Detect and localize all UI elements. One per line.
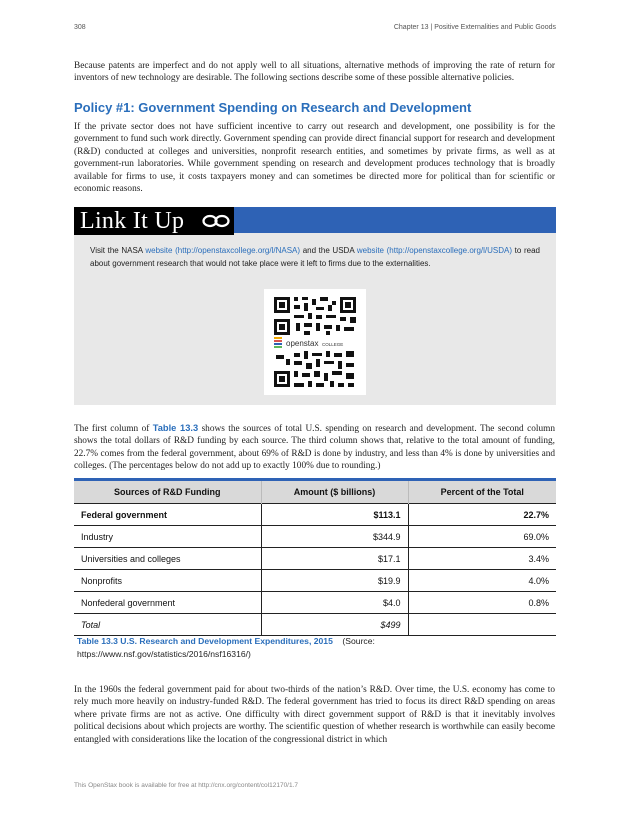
row-source: Total bbox=[74, 614, 261, 636]
intro-paragraph: Because patents are imperfect and do not apply well to all situations, alternative methods of improving the rate of return for inventors of new technology are desirable. The following sections describe some of these possible alternative policies. bbox=[74, 61, 555, 84]
table-intro-before: The first column of bbox=[74, 424, 153, 434]
section-paragraph: If the private sector does not have sufficient incentive to carry out research and development, one possibility is for the government to fund such work directly. Government spending can provide direct financial support for research and development (R&D) conducted at colleges and universities, nonprofit research entities, and sometimes by private firms, as well as at government-run laboratories. While government spending on research and development produces technology that is broadly available for firms to use, it costs taxpayers money and can sometimes be directed more for political than for scientific or economic reasons. bbox=[74, 122, 555, 195]
qr-openstax-label: openstax bbox=[286, 339, 319, 348]
link-it-up-title-tab bbox=[74, 207, 234, 235]
table-caption bbox=[77, 635, 547, 661]
page-header bbox=[74, 24, 556, 36]
row-amount: $499 bbox=[261, 614, 408, 636]
caption-title: Table 13.3 U.S. Research and Development Expenditures, 2015 bbox=[77, 636, 333, 646]
row-source: Nonprofits bbox=[74, 570, 261, 592]
header-amount: Amount ($ billions) bbox=[261, 480, 408, 504]
table-row bbox=[74, 548, 556, 570]
rd-funding-table bbox=[74, 478, 556, 636]
table-row bbox=[74, 570, 556, 592]
closing-paragraph: In the 1960s the federal government paid for about two-thirds of the nation’s R&D. Over time, the U.S. economy has come to rely much more heavily on industry-funded R&D. The federal government has tried to focus its direct R&D spending on areas where private firms are not as active. One difficulty with direct government support of R&D is that it inevitably involves political decisions about which projects are worthy. The scientific question of whether research is worthwhile can easily become entangled with considerations like the location of the congressional district in which bbox=[74, 685, 555, 745]
row-percent: 4.0% bbox=[408, 570, 556, 592]
row-source: Federal government bbox=[74, 504, 261, 526]
page-number: 308 bbox=[74, 24, 86, 31]
link-text-rest: to read about government research that would not take place were it left to firms due to the externalities. bbox=[90, 246, 540, 268]
row-amount: $113.1 bbox=[261, 504, 408, 526]
row-percent: 69.0% bbox=[408, 526, 556, 548]
row-source: Universities and colleges bbox=[74, 548, 261, 570]
chapter-title: Chapter 13 | Positive Externalities and Public Goods bbox=[393, 24, 556, 31]
chain-link-icon bbox=[202, 212, 230, 230]
header-percent: Percent of the Total bbox=[408, 480, 556, 504]
link-text-and: and the USDA bbox=[300, 246, 357, 255]
link-it-up-title: Link It Up bbox=[80, 208, 185, 234]
nasa-website-link[interactable]: website (http://openstaxcollege.org/l/NASA) bbox=[145, 246, 301, 255]
row-amount: $4.0 bbox=[261, 592, 408, 614]
row-amount: $17.1 bbox=[261, 548, 408, 570]
row-amount: $19.9 bbox=[261, 570, 408, 592]
row-percent bbox=[408, 614, 556, 636]
table-intro-paragraph bbox=[74, 422, 555, 473]
row-percent: 0.8% bbox=[408, 592, 556, 614]
table-row bbox=[74, 526, 556, 548]
row-source: Industry bbox=[74, 526, 261, 548]
table-total-row bbox=[74, 614, 556, 636]
usda-website-link[interactable]: website (http://openstaxcollege.org/l/USDA) bbox=[356, 246, 513, 255]
link-it-up-box bbox=[74, 207, 556, 405]
section-heading: Policy #1: Government Spending on Research and Development bbox=[74, 100, 472, 115]
qr-code-image bbox=[264, 289, 366, 395]
row-percent: 22.7% bbox=[408, 504, 556, 526]
row-amount: $344.9 bbox=[261, 526, 408, 548]
table-row bbox=[74, 504, 556, 526]
table-row bbox=[74, 592, 556, 614]
caption-source: (Source: https://www.nsf.gov/statistics/2016/nsf16316/) bbox=[77, 636, 375, 659]
table-header-row bbox=[74, 480, 556, 504]
row-source: Nonfederal government bbox=[74, 592, 261, 614]
link-text-visit: Visit the NASA bbox=[90, 246, 146, 255]
qr-college-label: COLLEGE bbox=[322, 342, 344, 347]
header-sources: Sources of R&D Funding bbox=[74, 480, 261, 504]
table-13-3-link[interactable]: Table 13.3 bbox=[152, 423, 199, 433]
page-footer: This OpenStax book is available for free at http://cnx.org/content/col12170/1.7 bbox=[74, 782, 299, 789]
row-percent: 3.4% bbox=[408, 548, 556, 570]
link-it-up-text bbox=[90, 244, 540, 270]
table-intro-after: shows the sources of total U.S. spending on research and development. The second column shows the total dollars of R&D funding by each source. The third column shows that, relative to the total amount of funding, 22.7% comes from the federal government, about 69% of R&D is done by industry, and less than 4% is done by universities and colleges. (The percentages below do not add up to exactly 100% due to rounding.) bbox=[74, 424, 555, 472]
